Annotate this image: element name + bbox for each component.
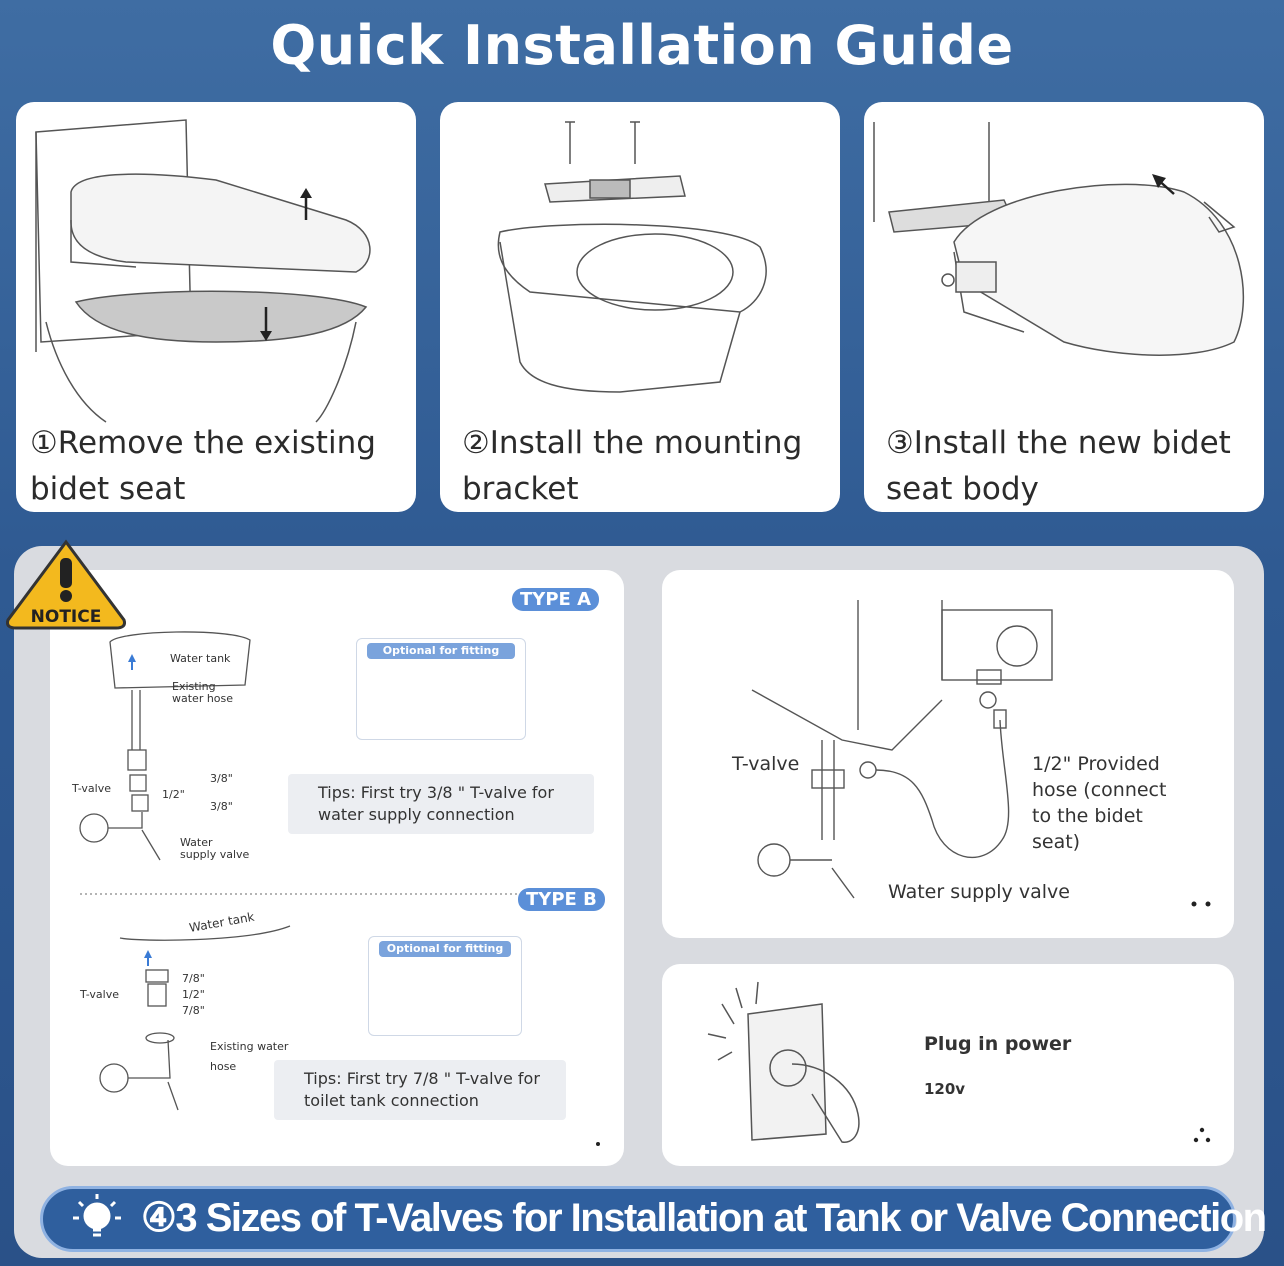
- type-b-water-tank: Water tank: [188, 909, 256, 935]
- type-b-optional-box: [368, 936, 522, 1036]
- power-outlet-illustration: [662, 964, 1234, 1166]
- type-a-supply-valve-2: supply valve: [180, 848, 250, 861]
- type-a-optional-box: [356, 638, 526, 740]
- footer-text: ④3 Sizes of T-Valves for Installation at Tank or Valve Connection: [141, 1196, 1266, 1240]
- connection-hose-1: 1/2" Provided: [1032, 753, 1160, 775]
- t-valve-panel: [14, 546, 1264, 1258]
- connection-hose-4: seat): [1032, 831, 1081, 853]
- type-b-existing-hose-1: Existing water: [210, 1040, 289, 1053]
- step-2-label: ②Install the mounting bracket: [462, 425, 803, 507]
- connection-t-valve: T-valve: [732, 753, 800, 775]
- type-a-optional-title: Optional for fitting: [367, 643, 515, 659]
- power-card: [662, 964, 1234, 1166]
- step-1-card: [16, 102, 416, 512]
- type-b-optional-title: Optional for fitting: [379, 941, 511, 957]
- notice-label: NOTICE: [30, 607, 102, 627]
- step-1-label: ①Remove the existing bidet seat: [30, 425, 376, 507]
- type-b-existing-hose-2: hose: [210, 1060, 237, 1073]
- step-2-card: [440, 102, 840, 512]
- type-a-t-valve: T-valve: [72, 782, 111, 795]
- type-b-size-1: 7/8": [182, 972, 205, 985]
- type-b-size-3: 7/8": [182, 1004, 205, 1017]
- step-3-label: ③Install the new bidet seat body: [886, 425, 1231, 507]
- connection-supply-valve: Water supply valve: [888, 881, 1070, 903]
- connection-diagram: [662, 570, 1234, 938]
- type-a-size-3: 3/8": [210, 800, 233, 813]
- type-b-size-2: 1/2": [182, 988, 205, 1001]
- connection-hose-2: hose (connect: [1032, 779, 1167, 801]
- page-title: Quick Installation Guide: [270, 14, 1014, 77]
- footer-banner: [40, 1186, 1266, 1252]
- type-b-t-valve: T-valve: [80, 988, 119, 1001]
- t-valve-types-card: [50, 570, 624, 1166]
- type-a-existing-hose-2: water hose: [172, 692, 234, 705]
- type-a-size-2: 1/2": [162, 788, 185, 801]
- type-a-tip: Tips: First try 3/8 " T-valve for water supply connection: [288, 774, 594, 834]
- notice-icon: [6, 534, 130, 634]
- type-b-tip: Tips: First try 7/8 " T-valve for toilet tank connection: [274, 1060, 566, 1120]
- power-label: Plug in power: [924, 1033, 1072, 1055]
- type-a-water-tank: Water tank: [170, 652, 231, 665]
- type-a-size-1: 3/8": [210, 772, 233, 785]
- lightbulb-icon: [57, 1186, 137, 1252]
- type-a-tag: TYPE A: [512, 588, 599, 611]
- connection-hose-3: to the bidet: [1032, 805, 1143, 827]
- step-3-card: [864, 102, 1264, 512]
- type-b-tag: TYPE B: [518, 888, 605, 911]
- power-voltage: 120v: [924, 1080, 966, 1098]
- type-a-supply-valve-1: Water: [180, 836, 213, 849]
- dot-marker: [596, 1142, 600, 1146]
- type-a-existing-hose-1: Existing: [172, 680, 216, 693]
- connection-card: [662, 570, 1234, 938]
